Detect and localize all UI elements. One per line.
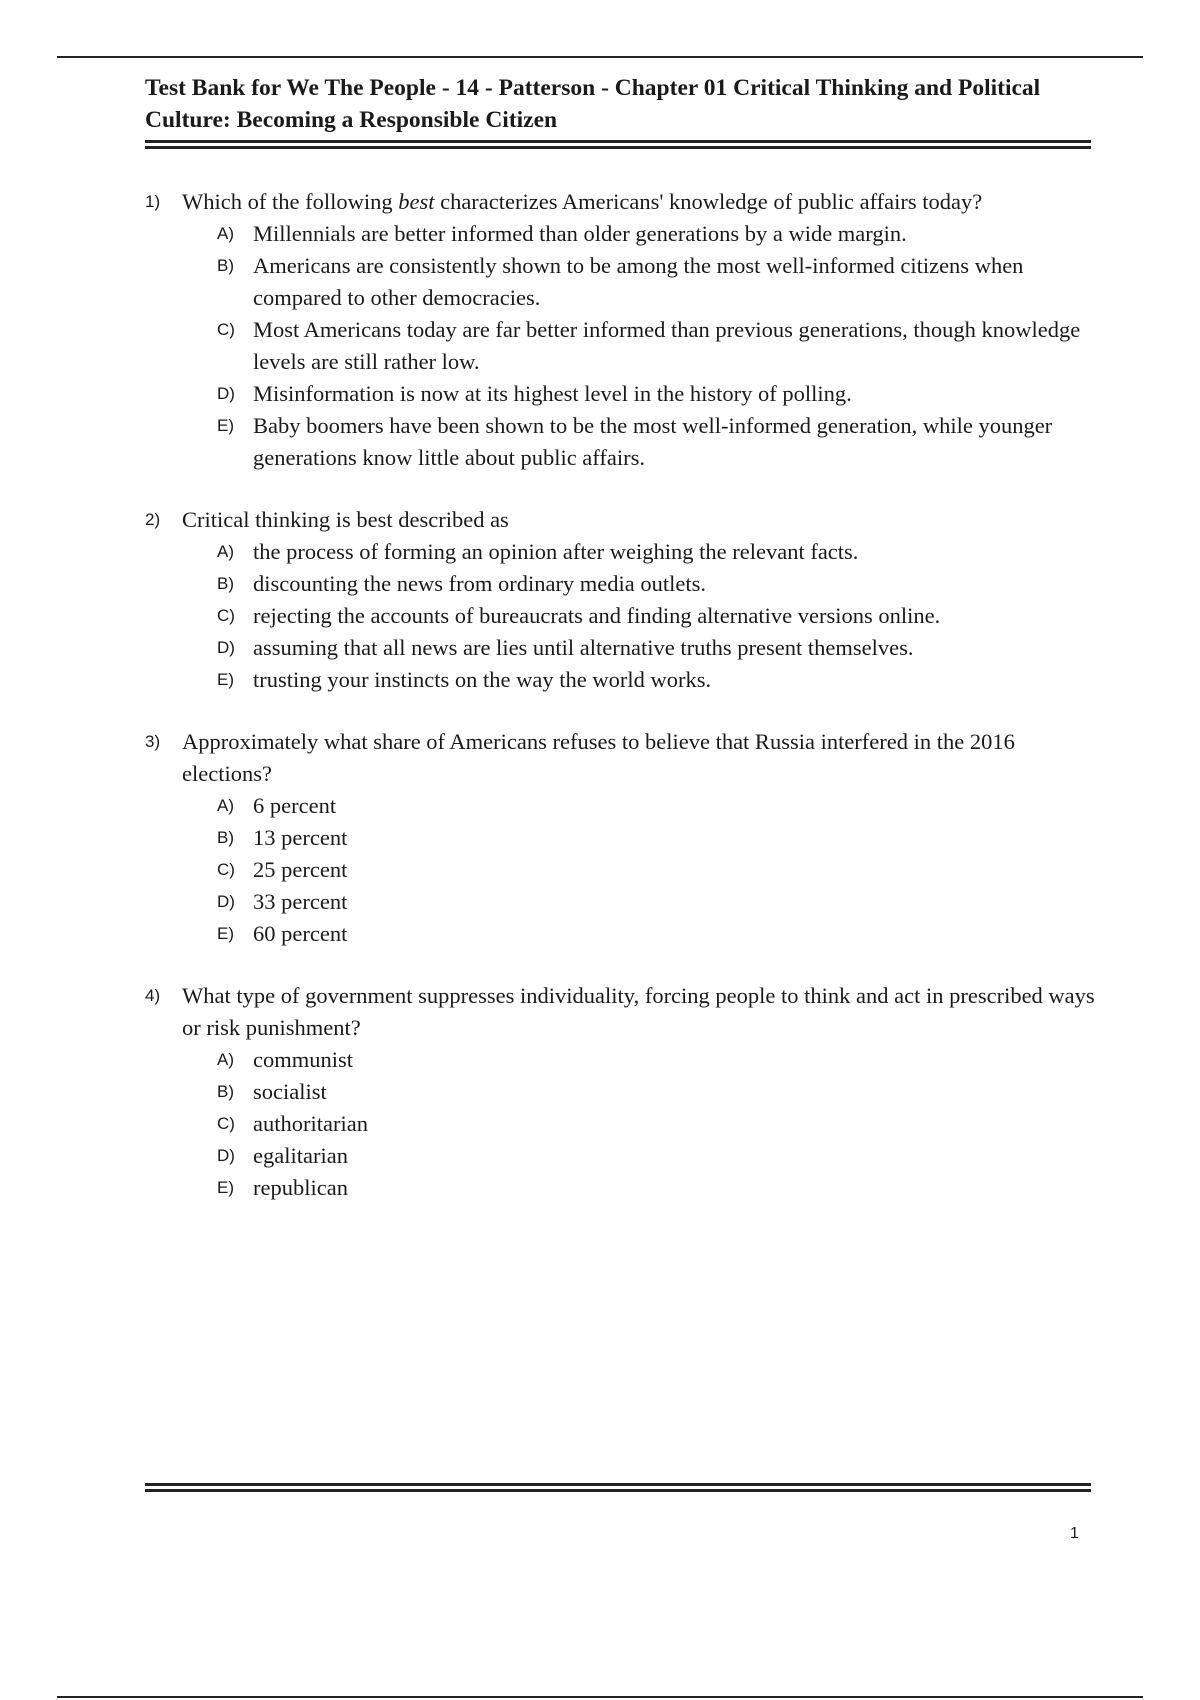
choice-letter: C): [217, 860, 235, 879]
choice-text: assuming that all news are lies until alternative truths present themselves.: [253, 635, 914, 660]
question-number: 2): [145, 510, 161, 529]
choice-letter: B): [217, 1082, 234, 1101]
choice-text: 60 percent: [253, 921, 348, 946]
choice-letter: D): [217, 638, 235, 657]
answer-choice-a: [217, 1044, 1095, 1076]
answer-choice-d: [217, 378, 1095, 410]
answer-choice-d: [217, 886, 1095, 918]
choice-letter: E): [217, 670, 234, 689]
question-stem-emphasis: best: [398, 189, 435, 214]
answer-choice-a: [217, 218, 1095, 250]
answer-choice-e: [217, 918, 1095, 950]
choice-letter: E): [217, 416, 234, 435]
choice-letter: A): [217, 542, 234, 561]
question-stem-part: characterizes Americans' knowledge of public affairs today?: [434, 189, 983, 214]
choice-text: socialist: [253, 1079, 327, 1104]
choice-letter: C): [217, 320, 235, 339]
question-stem: What type of government suppresses individuality, forcing people to think and act in prescribed ways or risk punishment?: [182, 983, 1095, 1040]
question-number: 1): [145, 192, 161, 211]
answer-choice-a: [217, 536, 1095, 568]
answer-choice-b: [217, 250, 1095, 314]
choice-text: the process of forming an opinion after weighing the relevant facts.: [253, 539, 859, 564]
answer-choices: [182, 218, 1095, 474]
answer-choice-e: [217, 1172, 1095, 1204]
choice-letter: C): [217, 606, 235, 625]
question-3: [145, 726, 1095, 950]
question-2: [145, 504, 1095, 696]
choice-letter: E): [217, 1178, 234, 1197]
answer-choices: [182, 536, 1095, 696]
document-title: Test Bank for We The People - 14 - Patterson - Chapter 01 Critical Thinking and Political Culture: Becoming a Responsible Citizen: [145, 75, 1041, 133]
choice-letter: B): [217, 574, 234, 593]
page-number: 1: [1070, 1525, 1079, 1542]
choice-text: Millennials are better informed than older generations by a wide margin.: [253, 221, 907, 246]
choice-letter: D): [217, 892, 235, 911]
choice-letter: B): [217, 828, 234, 847]
footer-double-rule: [145, 1483, 1091, 1492]
answer-choices: [182, 1044, 1095, 1204]
choice-letter: E): [217, 924, 234, 943]
choice-letter: A): [217, 224, 234, 243]
choice-text: Baby boomers have been shown to be the most well-informed generation, while younger generations know little about public affairs.: [253, 413, 1053, 470]
question-stem: Critical thinking is best described as: [182, 507, 509, 532]
answer-choice-b: [217, 822, 1095, 854]
answer-choice-e: [217, 664, 1095, 696]
choice-text: 6 percent: [253, 793, 337, 818]
choice-letter: B): [217, 256, 234, 275]
choice-text: Most Americans today are far better informed than previous generations, though knowledge levels are still rather low.: [253, 317, 1081, 374]
choice-letter: A): [217, 796, 234, 815]
question-list: [145, 186, 1095, 1234]
choice-text: egalitarian: [253, 1143, 348, 1168]
choice-text: Americans are consistently shown to be among the most well-informed citizens when compared to other democracies.: [253, 253, 1024, 310]
choice-text: trusting your instincts on the way the world works.: [253, 667, 712, 692]
header-double-rule: [145, 140, 1091, 149]
answer-choice-c: [217, 314, 1095, 378]
choice-letter: A): [217, 1050, 234, 1069]
answer-choice-c: [217, 1108, 1095, 1140]
answer-choice-a: [217, 790, 1095, 822]
choice-text: 25 percent: [253, 857, 348, 882]
answer-choice-d: [217, 1140, 1095, 1172]
choice-text: communist: [253, 1047, 353, 1072]
answer-choice-b: [217, 568, 1095, 600]
choice-letter: D): [217, 384, 235, 403]
page-bottom-border: [57, 1696, 1143, 1698]
question-stem-part: Which of the following: [182, 189, 399, 214]
answer-choice-c: [217, 854, 1095, 886]
question-number: 4): [145, 986, 161, 1005]
answer-choices: [182, 790, 1095, 950]
question-4: [145, 980, 1095, 1204]
question-number: 3): [145, 732, 161, 751]
page-top-border: [57, 56, 1143, 58]
choice-letter: D): [217, 1146, 235, 1165]
choice-text: authoritarian: [253, 1111, 368, 1136]
choice-letter: C): [217, 1114, 235, 1133]
choice-text: 33 percent: [253, 889, 348, 914]
answer-choice-e: [217, 410, 1095, 474]
answer-choice-b: [217, 1076, 1095, 1108]
question-stem: [182, 186, 1095, 218]
choice-text: rejecting the accounts of bureaucrats and finding alternative versions online.: [253, 603, 941, 628]
choice-text: 13 percent: [253, 825, 348, 850]
question-1: [145, 186, 1095, 474]
choice-text: Misinformation is now at its highest level in the history of polling.: [253, 381, 852, 406]
answer-choice-c: [217, 600, 1095, 632]
choice-text: republican: [253, 1175, 348, 1200]
question-stem: Approximately what share of Americans refuses to believe that Russia interfered in the 2016 elections?: [182, 729, 1015, 786]
answer-choice-d: [217, 632, 1095, 664]
choice-text: discounting the news from ordinary media outlets.: [253, 571, 707, 596]
